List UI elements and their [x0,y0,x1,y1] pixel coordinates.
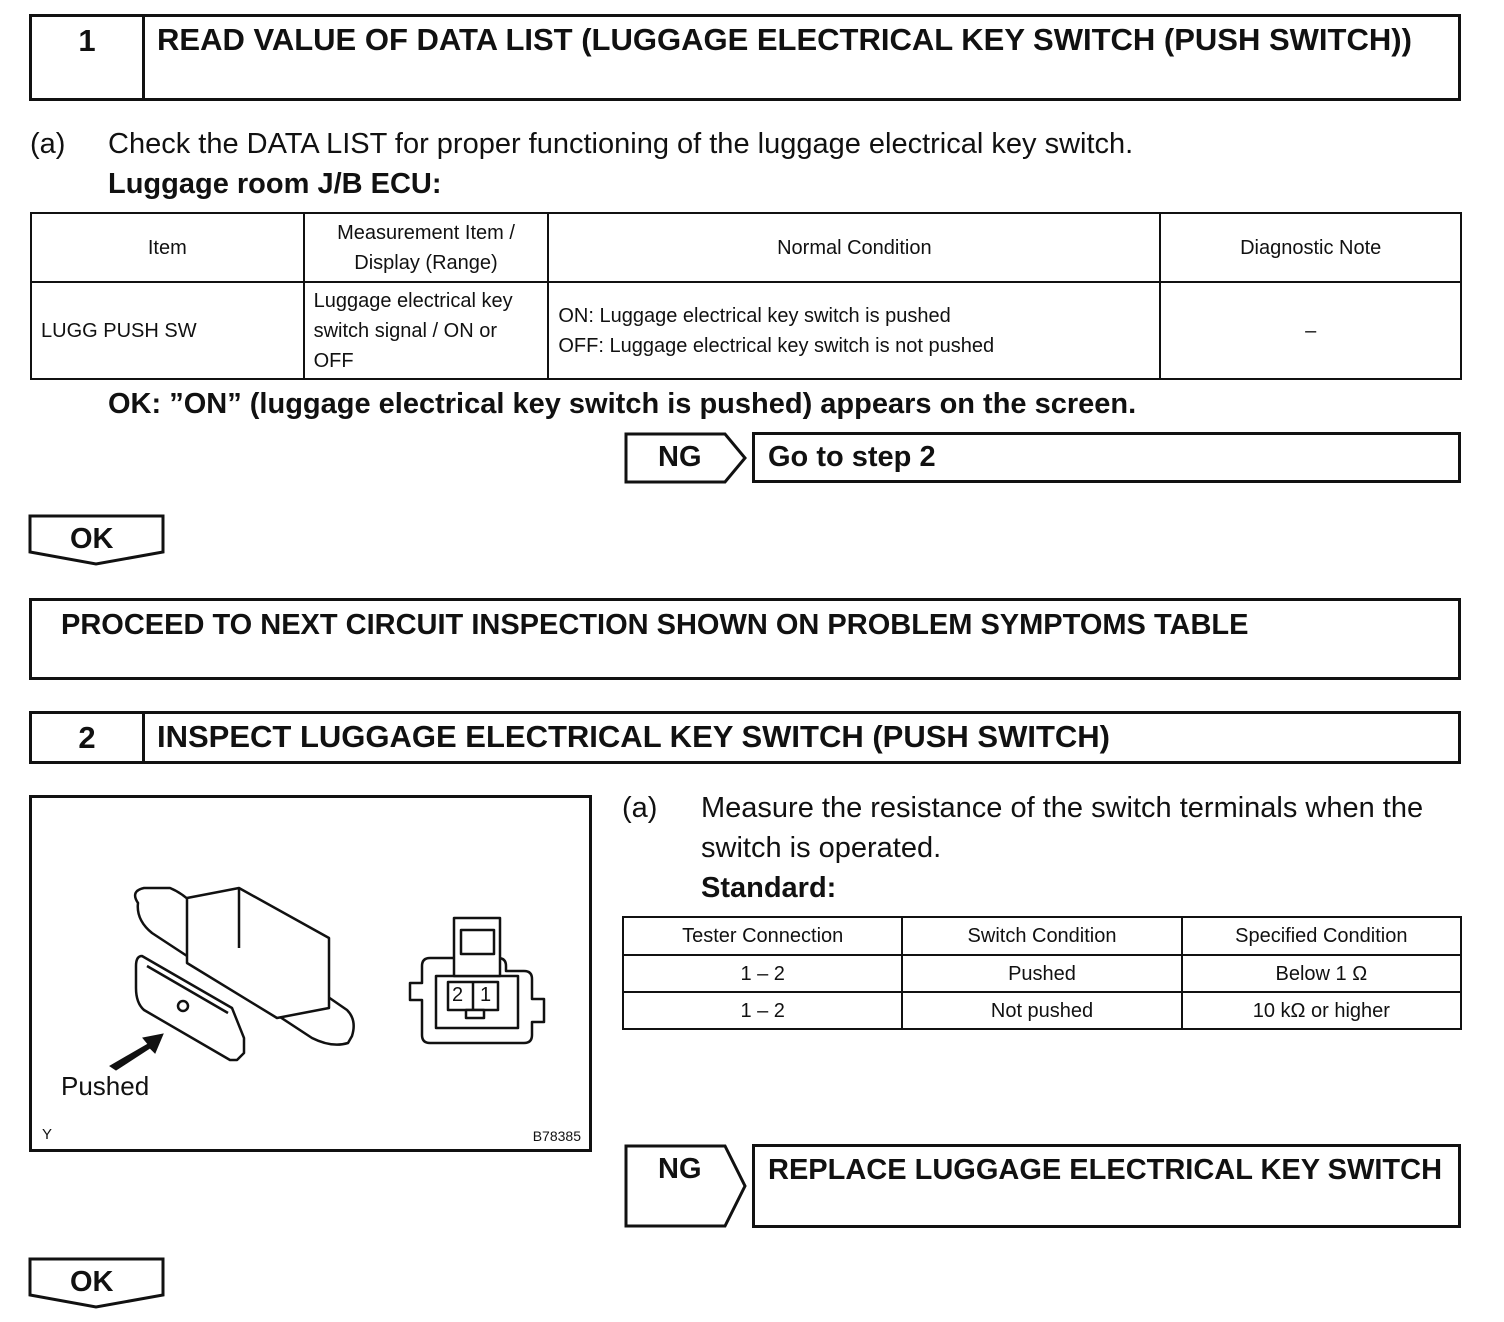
step2-header [29,711,1461,764]
cell-diagnostic-note: – [1160,282,1461,379]
step1-ng-action: Go to step 2 [768,441,936,473]
step1-sub-a-text: Check the DATA LIST for proper functioning of the luggage electrical key switch. [108,128,1134,160]
step1-table-caption: Luggage room J/B ECU: [108,168,442,200]
step2-sub-a-line2: switch is operated. [701,832,942,864]
proceed-box [29,598,1461,680]
proceed-text: PROCEED TO NEXT CIRCUIT INSPECTION SHOWN ON PROBLEM SYMPTOMS TABLE [61,609,1249,641]
cell-specified-condition: 10 kΩ or higher [1182,992,1461,1029]
step2-number: 2 [32,714,145,761]
step2-ng-label: NG [658,1153,702,1185]
switch-figure [29,795,592,1152]
header-diagnostic-note: Diagnostic Note [1160,213,1461,282]
pushed-arrow-icon [110,1034,163,1070]
step1-ok-label: OK [70,523,114,555]
header-switch-condition: Switch Condition [902,917,1181,955]
resistance-header-row [623,917,1461,955]
header-tester-connection: Tester Connection [623,917,902,955]
header-specified-condition: Specified Condition [1182,917,1461,955]
cell-tester-connection: 1 – 2 [623,992,902,1029]
table-row [623,955,1461,992]
normal-condition-on: ON: Luggage electrical key switch is pushed [558,304,951,327]
step2-ng-action: REPLACE LUGGAGE ELECTRICAL KEY SWITCH [768,1154,1443,1186]
figure-corner-letter: Y [42,1126,53,1143]
cell-specified-condition: Below 1 Ω [1182,955,1461,992]
cell-tester-connection: 1 – 2 [623,955,902,992]
cell-switch-condition: Pushed [902,955,1181,992]
resistance-table [622,916,1462,1030]
step1-ng-label: NG [658,441,702,473]
step1-number: 1 [32,17,145,98]
cell-measurement-item: Luggage electrical key switch signal / ON or OFF [304,282,549,379]
step2-title: INSPECT LUGGAGE ELECTRICAL KEY SWITCH (PUSH SWITCH) [157,719,1110,754]
normal-condition-off: OFF: Luggage electrical key switch is not pushed [558,334,995,357]
terminal-1-text: 1 [480,984,492,1006]
step2-ok-label: OK [70,1266,114,1298]
step1-header [29,14,1461,101]
terminal-2-text: 2 [452,984,464,1006]
header-measurement-item: Measurement Item / Display (Range) [304,213,549,282]
figure-id: B78385 [532,1128,581,1144]
pushed-label: Pushed [61,1071,150,1101]
cell-normal-condition [548,282,1160,379]
cell-item: LUGG PUSH SW [31,282,304,379]
step1-sub-a-marker: (a) [30,128,66,160]
step1-ok-statement: OK: ”ON” (luggage electrical key switch is pushed) appears on the screen. [108,388,1137,420]
header-item: Item [31,213,304,282]
table-row [623,992,1461,1029]
data-list-header-row [31,213,1461,282]
step1-title: READ VALUE OF DATA LIST (LUGGAGE ELECTRICAL KEY SWITCH (PUSH SWITCH)) [157,22,1412,57]
data-list-table [30,212,1462,380]
cell-switch-condition: Not pushed [902,992,1181,1029]
standard-label: Standard: [701,872,837,904]
header-normal-condition: Normal Condition [548,213,1160,282]
step2-sub-a-line1: Measure the resistance of the switch terminals when the [701,792,1424,824]
step1-ng-action-box [752,432,1461,483]
step2-sub-a-marker: (a) [622,792,658,824]
table-row [31,282,1461,379]
step2-ng-action-box [752,1144,1461,1228]
